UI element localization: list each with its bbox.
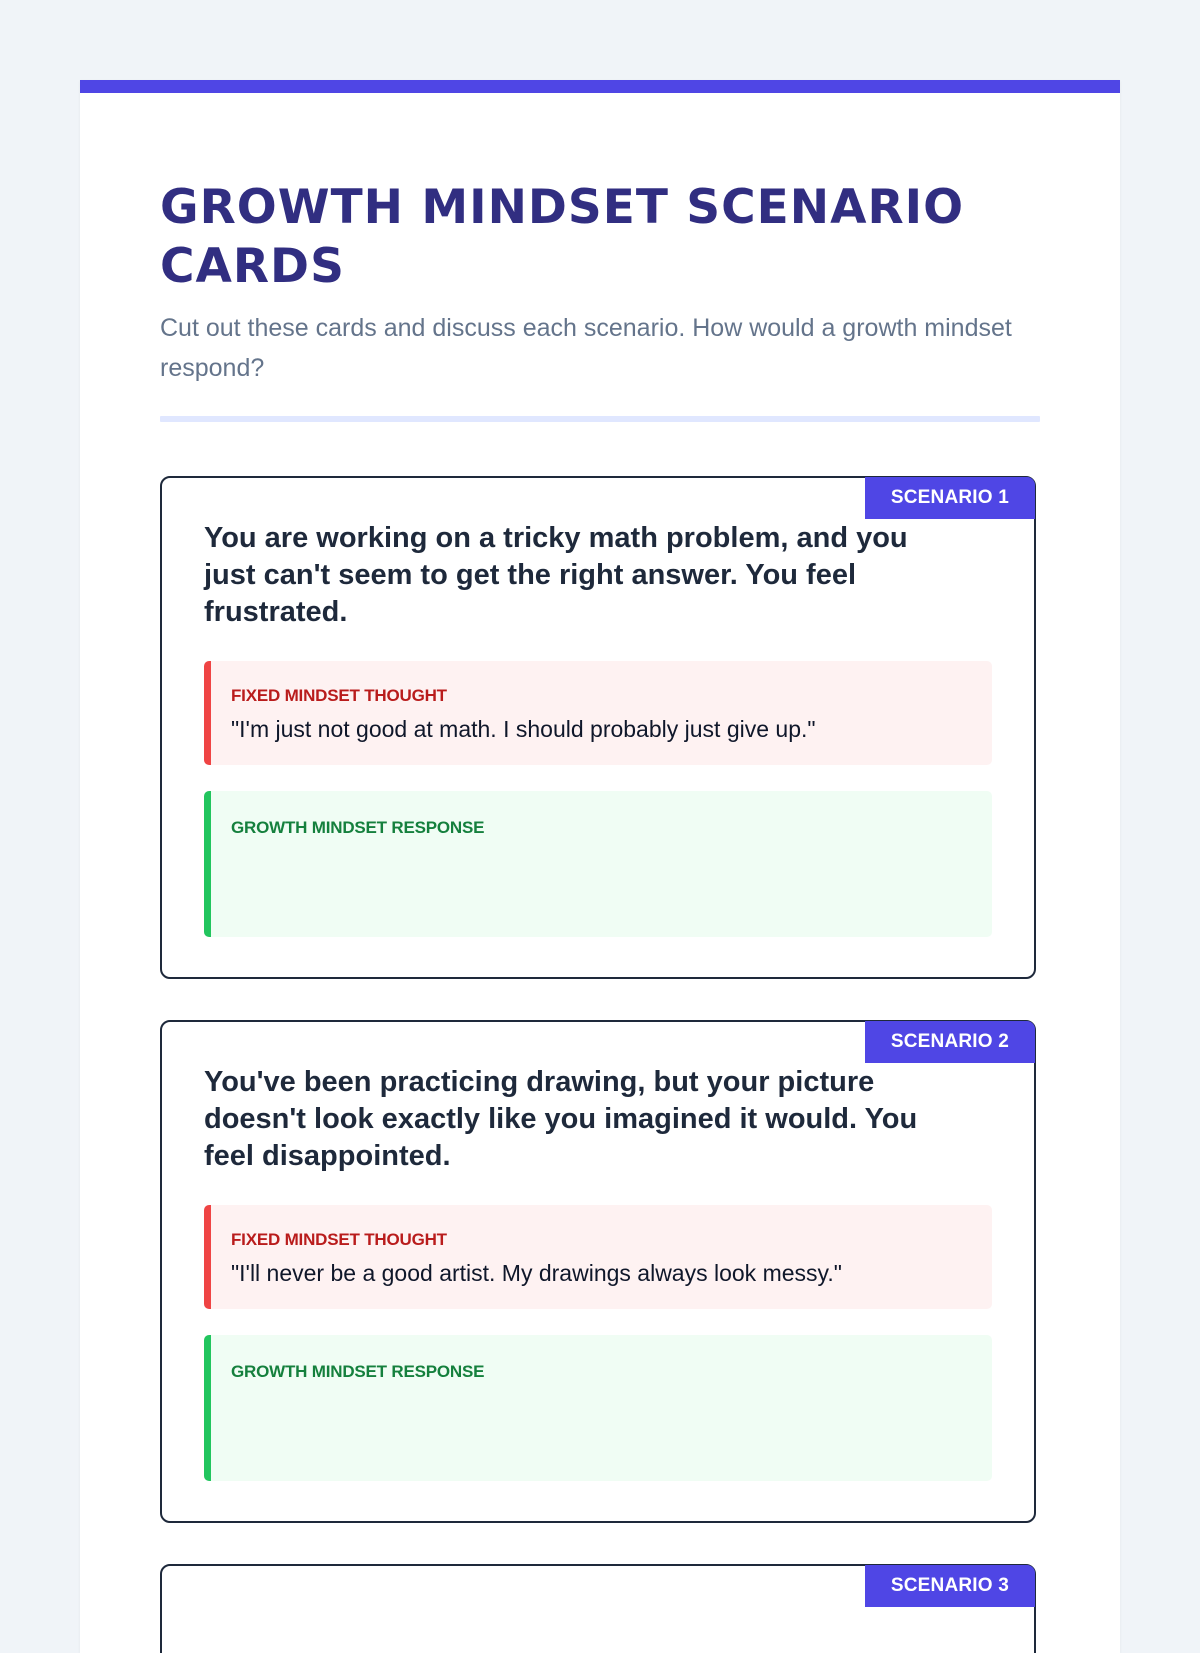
scenario-card (160, 1564, 1036, 1653)
fixed-mindset-label: FIXED MINDSET THOUGHT (231, 1230, 447, 1249)
fixed-mindset-box (204, 1205, 992, 1309)
growth-mindset-box[interactable] (204, 791, 992, 937)
scenario-text: You've been practicing drawing, but your picture doesn't look exactly like you imagined it would. You feel disappointed. (204, 1066, 918, 1172)
growth-mindset-label: GROWTH MINDSET RESPONSE (231, 1362, 485, 1381)
divider (160, 416, 1040, 422)
worksheet (80, 80, 1120, 1653)
fixed-mindset-label: FIXED MINDSET THOUGHT (231, 686, 447, 705)
worksheet-content (160, 93, 1040, 1653)
fixed-mindset-quote: "I'm just not good at math. I should probably just give up." (231, 716, 816, 742)
scenario-badge: SCENARIO 2 (865, 1021, 1035, 1063)
growth-mindset-box[interactable] (204, 1335, 992, 1481)
scenario-card (160, 1020, 1036, 1523)
fixed-mindset-box (204, 661, 992, 765)
scenario-badge: SCENARIO 1 (865, 477, 1035, 519)
page-subtitle: Cut out these cards and discuss each scenario. How would a growth mindset respond? (160, 314, 1012, 382)
page-title: GROWTH MINDSET SCENARIO CARDS (160, 180, 965, 294)
growth-mindset-label: GROWTH MINDSET RESPONSE (231, 818, 485, 837)
fixed-mindset-quote: "I'll never be a good artist. My drawings always look messy." (231, 1260, 842, 1286)
scenario-text: You are working on a tricky math problem, and you just can't seem to get the right answer. You feel frustrated. (204, 522, 908, 628)
scenario-badge: SCENARIO 3 (865, 1565, 1035, 1607)
scenario-card (160, 476, 1036, 979)
